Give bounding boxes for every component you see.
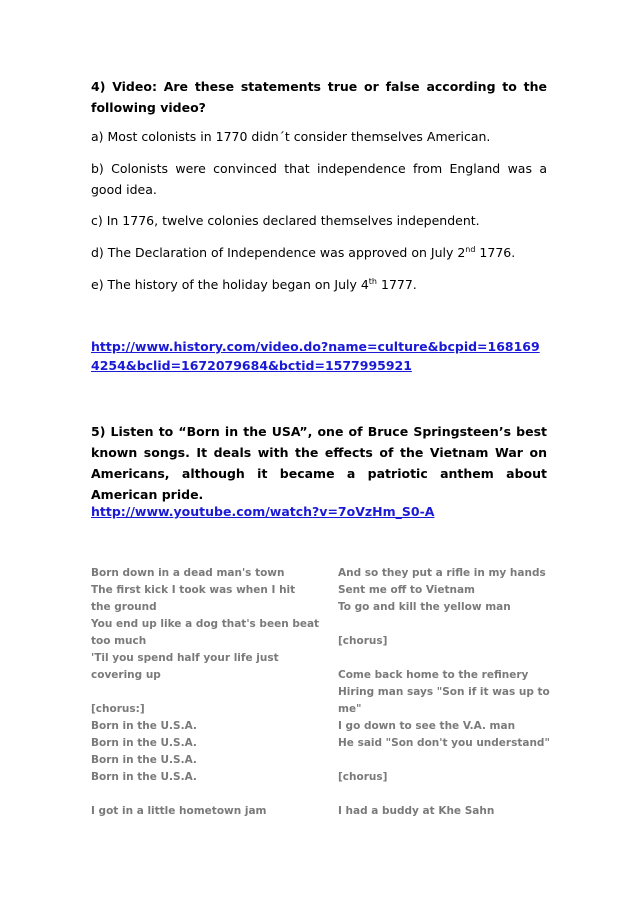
lyrics-line: And so they put a rifle in my hands: [338, 567, 546, 579]
lyrics-line: covering up: [91, 669, 161, 681]
lyrics-blank-line: [338, 752, 553, 769]
lyrics-line: I got in a little hometown jam: [91, 805, 267, 817]
lyrics-line: Come back home to the refinery: [338, 669, 529, 681]
lyrics-line: Born in the U.S.A.: [91, 737, 197, 749]
lyrics-blank-line: [338, 650, 553, 667]
lyrics-blank-line: [91, 786, 306, 803]
lyrics-line: Born in the U.S.A.: [91, 720, 197, 732]
lyrics-line: Sent me off to Vietnam: [338, 584, 475, 596]
history-video-link[interactable]: http://www.history.com/video.do?name=culture&bcpid=1681694254&bclid=1672079684&bctid=1577995921: [91, 339, 540, 373]
lyrics-blank-line: [338, 616, 553, 633]
lyrics-line: 'Til you spend half your life just: [91, 652, 279, 664]
lyrics-line: You end up like a dog that's been beat: [91, 618, 320, 630]
statement-a: a) Most colonists in 1770 didn´t consider themselves American.: [91, 129, 491, 144]
lyrics-line: [chorus:]: [91, 703, 145, 715]
lyrics-line: The first kick I took was when I hit: [91, 584, 296, 596]
statement-e: e) The history of the holiday began on July 4th 1777.: [91, 276, 417, 292]
lyrics-line: [chorus]: [338, 635, 388, 647]
lyrics-column-left: [91, 565, 320, 820]
lyrics-line: I go down to see the V.A. man: [338, 720, 516, 732]
lyrics-blank-line: [338, 786, 553, 803]
lyrics-line: Born in the U.S.A.: [91, 754, 197, 766]
lyrics-line: Hiring man says "Son if it was up to: [338, 686, 550, 698]
question-4-heading: 4) Video: Are these statements true or false according to the following video?: [91, 79, 547, 115]
lyrics-blank-line: [91, 684, 306, 701]
statement-c: c) In 1776, twelve colonies declared themselves independent.: [91, 213, 480, 228]
lyrics-line: Born in the U.S.A.: [91, 771, 197, 783]
lyrics-line: [chorus]: [338, 771, 388, 783]
question-5-heading: 5) Listen to “Born in the USA”, one of Bruce Springsteen’s best known songs. It deals with the effects of the Vietnam War on Americans, although it became a patriotic anthem about American pride.: [91, 424, 547, 502]
lyrics-line: too much: [91, 635, 147, 647]
statement-b: b) Colonists were convinced that independence from England was a good idea.: [91, 161, 547, 197]
lyrics-line: the ground: [91, 601, 157, 613]
lyrics-line: To go and kill the yellow man: [338, 601, 511, 613]
lyrics-line: Born down in a dead man's town: [91, 567, 285, 579]
lyrics-line: He said "Son don't you understand": [338, 737, 550, 749]
lyrics-line: I had a buddy at Khe Sahn: [338, 805, 495, 817]
lyrics-column-right: [338, 565, 553, 820]
lyrics-line: me": [338, 703, 362, 715]
statement-d: d) The Declaration of Independence was approved on July 2nd 1776.: [91, 244, 516, 260]
youtube-video-link[interactable]: http://www.youtube.com/watch?v=7oVzHm_S0-A: [91, 504, 435, 519]
